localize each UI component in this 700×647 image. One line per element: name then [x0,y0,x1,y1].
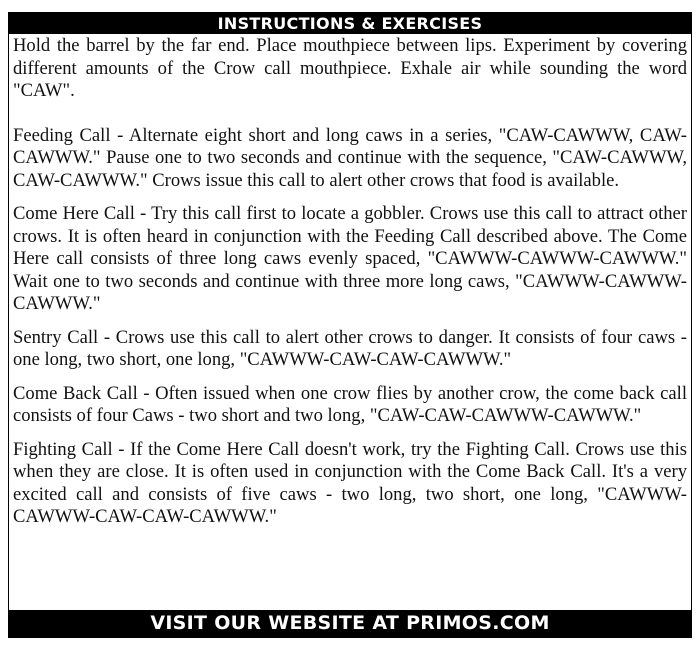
footer-website: VISIT OUR WEBSITE AT PRIMOS.COM [9,610,691,637]
paragraph-come-here-call: Come Here Call - Try this call first to locate a gobbler. Crows use this call to attract other crows. It is often heard in conjunction with the Feeding Call described above. The Come Here call consists of three long caws evenly spaced, "CAWWW-CAWWW-CAWWW." Wait one to two seconds and continue with three more long caws, "CAWWW-CAWWW-CAWWW." [13,203,687,314]
paragraph-sentry-call: Sentry Call - Crows use this call to alert other crows to danger. It consists of four caws - one long, two short, one long, "CAWWW-CAW-CAW-CAWWW." [13,326,687,370]
paragraph-feeding-call: Feeding Call - Alternate eight short and long caws in a series, "CAW-CAWWW, CAW-CAWWW." Pause one to two seconds and continue with the sequence, "CAW-CAWWW, CAW-CAWWW." Crows issue this call to alert other crows that food is available. [13,124,687,191]
instructions-body [9,34,691,529]
paragraph-come-back-call: Come Back Call - Often issued when one crow flies by another crow, the come back call consists of four Caws - two short and two long, "CAW-CAW-CAWWW-CAWWW." [13,382,687,426]
paragraph-fighting-call: Fighting Call - If the Come Here Call doesn't work, try the Fighting Call. Crows use this when they are close. It is often used in conjunction with the Come Back Call. It's a very excited call and consists of five caws - two long, two short, one long, "CAWWW-CAWWW-CAW-CAW-CAWWW." [13,438,687,527]
paragraph-intro: Hold the barrel by the far end. Place mouthpiece between lips. Experiment by covering different amounts of the Crow call mouthpiece. Exhale air while sounding the word "CAW". [13,35,687,101]
header-title: INSTRUCTIONS & EXERCISES [9,13,691,34]
instruction-sheet [8,12,692,638]
